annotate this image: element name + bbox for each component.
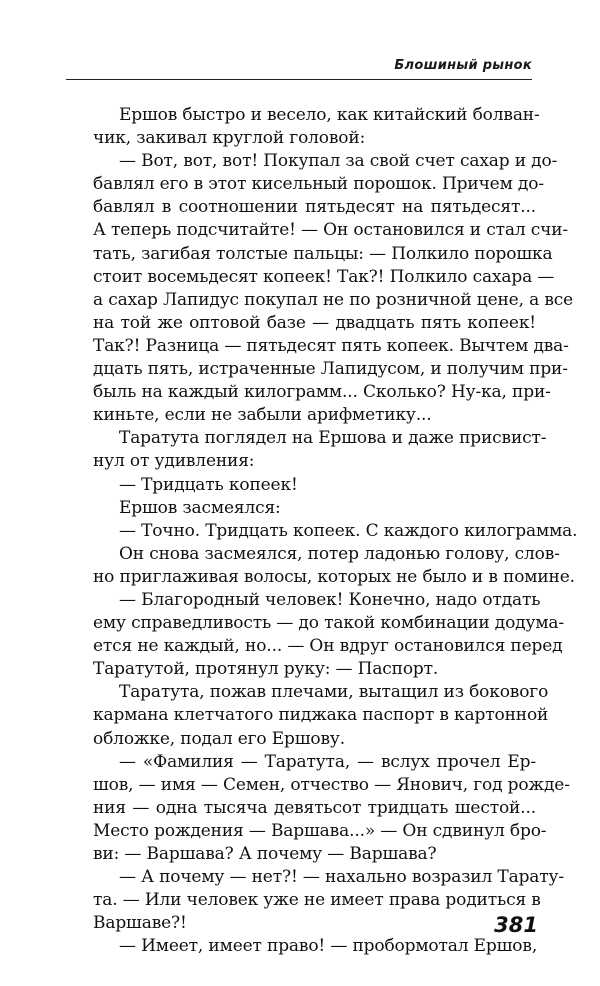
text-line: Таратутой, протянул руку: — Паспорт. <box>93 659 439 680</box>
text-line: та. — Или человек уже не имеет права родиться в <box>93 890 541 911</box>
text-line: — Тридцать копеек! <box>119 474 298 495</box>
text-line: ви: — Варшава? А почему — Варшава? <box>93 844 437 864</box>
text-line: шов, — имя — Семен, отчество — Янович, год рожде- <box>93 774 570 795</box>
text-line: быль на каждый килограмм... Сколько? Ну-ка, при- <box>93 382 551 403</box>
text-line: — «Фамилия — Таратута, — вслух прочел Ер- <box>119 751 536 772</box>
body-text <box>93 104 578 958</box>
text-line: — Благородный человек! Конечно, надо отдать <box>119 589 541 610</box>
page-number: 381 <box>494 913 538 937</box>
text-line: — Вот, вот, вот! Покупал за свой счет сахар и до- <box>119 151 558 172</box>
running-head: Блошиный рынок <box>394 58 532 73</box>
text-line: Он снова засмеялся, потер ладонью голову, слов- <box>119 543 560 564</box>
text-line: — Имеет, имеет право! — пробормотал Ершов, <box>119 936 538 957</box>
text-line: Ершов засмеялся: <box>119 497 281 518</box>
text-line: тать, загибая толстые пальцы: — Полкило порошка <box>93 243 553 264</box>
text-line: дцать пять, истраченные Лапидусом, и получим при- <box>93 359 568 380</box>
text-line: бавлял в соотношении пятьдесят на пятьдесят... <box>93 197 536 218</box>
text-line: но приглаживая волосы, которых не было и в помине. <box>93 566 575 587</box>
text-line: а сахар Лапидус покупал не по розничной цене, а все <box>93 289 574 310</box>
text-line: Ершов быстро и весело, как китайский болван- <box>119 105 540 125</box>
header-rule <box>66 79 532 80</box>
text-line: — А почему — нет?! — нахально возразил Тарату- <box>119 867 564 888</box>
text-line: Место рождения — Варшава...» — Он сдвинул бро- <box>93 820 547 841</box>
text-line: чик, закивал круглой головой: <box>93 128 366 149</box>
text-line: стоит восемьдесят копеек! Так?! Полкило сахара — <box>93 266 555 287</box>
text-line: Таратута, пожав плечами, вытащил из бокового <box>119 682 549 703</box>
text-line: ему справедливость — до такой комбинации додума- <box>93 613 565 634</box>
text-line: Таратута поглядел на Ершова и даже присвист- <box>119 428 547 449</box>
text-line: бавлял его в этот кисельный порошок. Причем до- <box>93 174 544 195</box>
text-line: кармана клетчатого пиджака паспорт в картонной <box>93 705 549 726</box>
text-line: А теперь подсчитайте! — Он остановился и стал счи- <box>93 220 568 241</box>
text-line: Так?! Разница — пятьдесят пять копеек. Вычтем два- <box>93 335 569 356</box>
text-line: Варшаве?! <box>93 913 187 934</box>
text-line: ния — одна тысяча девятьсот тридцать шестой... <box>93 797 536 818</box>
text-line: нул от удивления: <box>93 451 255 472</box>
text-line: киньте, если не забыли арифметику... <box>93 405 432 426</box>
text-line: обложке, подал его Ершову. <box>93 728 346 749</box>
text-line: ется не каждый, но... — Он вдруг остановился перед <box>93 636 563 657</box>
text-line: — Точно. Тридцать копеек. С каждого килограмма. <box>119 520 578 541</box>
text-line: на той же оптовой базе — двадцать пять копеек! <box>93 312 536 333</box>
